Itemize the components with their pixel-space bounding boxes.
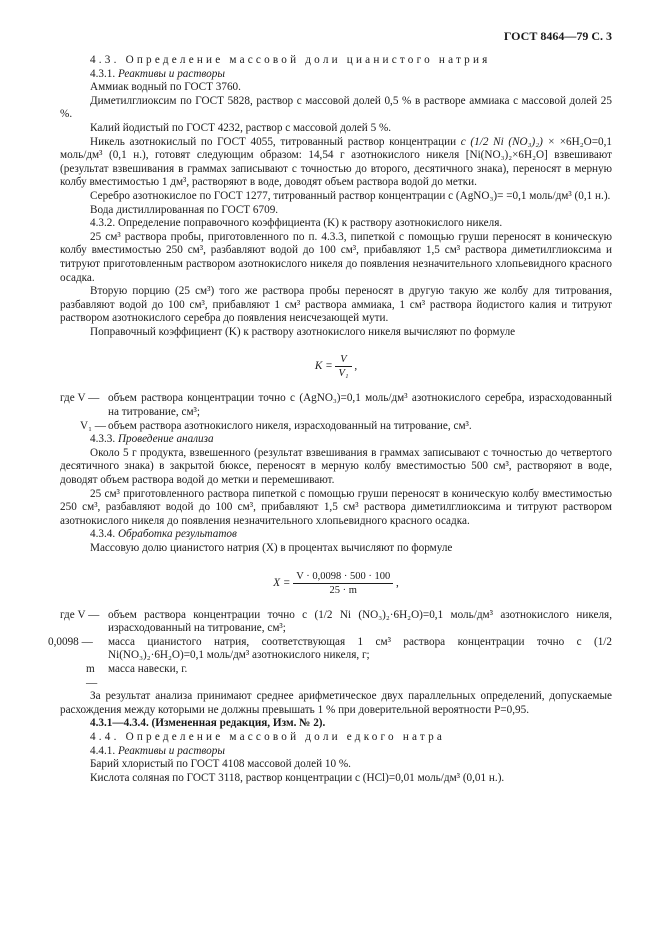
section-4-3-title: 4.3. Определение массовой доли цианистого натрия <box>90 54 491 66</box>
paragraph-4-3-3-a: Около 5 г продукта, взвешенного (результат взвешивания в граммах записывают с точностью до четвертого десятичного знака) в закрытой бюксе, переносят в мерную колбу вместимостью 500 см³, растворяют в воде, доводят объем раствора водой до метки и перемешивают. <box>60 446 612 487</box>
paragraph-4-3-2-c: Поправочный коэффициент (K) к раствору азотнокислого никеля вычисляют по формуле <box>90 325 516 338</box>
section-4-3-2: 4.3.2. Определение поправочного коэффициента (K) к раствору азотнокислого никеля. <box>90 217 503 230</box>
reagent-nickel-nitrate: Никель азотнокислый по ГОСТ 4055, титрованный раствор концентрации c (1/2 Ni (NO₃)₂) × ×6H₂O=0,1 моль/дм³ (0,1 н.), готовят следующим образом: 14,54 г азотнокислого никеля [Ni(NO₃)₂×6H₂O] взвешивают (результат взвешивания в граммах записывают с точностью до второго, десятичного знака), переносят в мерную колбу вместимостью 1 дм³, растворяют в воде, доводят объем раствора водой до метки. <box>60 135 613 189</box>
formula-x-fraction: $\frac{V \cdot 0,0098 \cdot 500 \cdot 100}{25 \cdot m}$ <box>293 570 393 597</box>
reagent-water: Вода дистиллированная по ГОСТ 6709. <box>90 203 279 216</box>
definition-v1: V₁ — объем раствора азотнокислого никеля, израсходованный на титрование, см³. <box>80 419 472 432</box>
definition-m: m — масса навески, г. <box>86 662 188 689</box>
definition-0-0098: 0,0098 — масса цианистого натрия, соответствующая 1 см³ раствора концентрации точно c (1/2 Ni(NO₃)₂·6H₂O)=0,1 моль/дм³ азотнокислого никеля, г; <box>48 635 612 662</box>
document-page <box>48 54 613 785</box>
definition-v-nickel: где V — объем раствора концентрации точно c (1/2 Ni (NO₃)₂·6H₂O)=0,1 моль/дм³ азотнокислого никеля, израсходованный на титрование, см³; <box>60 608 612 635</box>
paragraph-4-3-2-b: Вторую порцию (25 см³) того же раствора пробы переносят в другую такую же колбу для титрования, разбавляют водой до 100 см³, прибавляют 1 см³ раствора аммиака, 1 см³ раствора йодистого калия и титруют раствором азотнокислого серебра до появления неисчезающей мути. <box>60 285 612 325</box>
section-4-3-1-title: Реактивы и растворы <box>117 67 225 80</box>
reagent-barium-chloride: Барий хлористый по ГОСТ 4108 массовой долей 10 %. <box>90 758 351 771</box>
reagent-hydrochloric-acid: Кислота соляная по ГОСТ 3118, раствор концентрации c (HCl)=0,01 моль/дм³ (0,01 н.). <box>90 771 505 784</box>
page-header: ГОСТ 8464—79 С. 3 <box>503 29 612 43</box>
section-4-4-1: 4.4.1. Реактивы и растворы <box>90 744 225 757</box>
paragraph-4-3-4-a: Массовую долю цианистого натрия (X) в процентах вычисляют по формуле <box>90 542 453 554</box>
reagent-dimethylglyoxime: Диметилглиоксим по ГОСТ 5828, раствор с массовой долей 0,5 % в растворе аммиака с массовой долей 25 %. <box>60 94 612 121</box>
formula-k-fraction: $\frac{V}{\text{V₁}}$ <box>335 353 351 380</box>
reagent-silver-nitrate: Серебро азотнокислое по ГОСТ 1277, титрованный раствор концентрации c (AgNO₃)= =0,1 моль/дм³ (0,1 н.). <box>90 189 611 202</box>
formula-k-definitions <box>60 392 612 433</box>
formula-x-definitions <box>48 608 612 691</box>
paragraph-4-3-4-b: За результат анализа принимают среднее арифметическое двух параллельных определений, допускаемые расхождения между которыми не должны превышать 1 % при доверительной вероятности P=0,95. <box>60 690 612 716</box>
section-4-3-3: 4.3.3. Проведение анализа <box>90 433 214 446</box>
section-4-3-4: 4.3.4. Обработка результатов <box>90 528 237 541</box>
definition-v: где V — объем раствора концентрации точно c (AgNO₃)=0,1 моль/дм³ азотнокислого серебра, израсходованный на титрование, см³; <box>60 392 612 419</box>
section-4-3-4-title: Обработка результатов <box>117 528 237 541</box>
reagent-potassium-iodide: Калий йодистый по ГОСТ 4232, раствор с массовой долей 5 %. <box>90 121 392 134</box>
section-4-3-1: 4.3.1. Реактивы и растворы <box>90 67 225 80</box>
reagent-ammonia: Аммиак водный по ГОСТ 3760. <box>90 81 241 94</box>
section-4-4-1-title: Реактивы и растворы <box>117 744 225 757</box>
edition-note: 4.3.1—4.3.4. (Измененная редакция, Изм. № 2). <box>90 717 326 730</box>
section-4-3-3-title: Проведение анализа <box>117 433 214 446</box>
paragraph-4-3-2-a: 25 см³ раствора пробы, приготовленного по п. 4.3.3, пипеткой с помощью груши переносят в коническую колбу вместимостью 250 см³, разбавляют водой до 100 см³, прибавляют 1,5 см³ раствора диметилглиоксима и титруют приготовленным раствором азотнокислого никеля до появления незначительного хлопьевидного красного осадка. <box>60 230 612 284</box>
nickel-concentration: c (1/2 Ni (NO₃)₂) × <box>460 135 556 148</box>
paragraph-4-3-3-b: 25 см³ приготовленного раствора пипеткой с помощью груши переносят в коническую колбу вместимостью 250 см³, разбавляют водой до 100 см³, прибавляют 1,5 см³ раствора диметилглиоксима и титруют раствором азотнокислого никеля до появления незначительного хлопьевидного красного осадка. <box>60 487 612 527</box>
formula-x: X = $\frac{V \cdot 0,0098 \cdot 500 \cdot 100}{25 \cdot m}$ , <box>273 570 399 596</box>
section-4-4-title: 4.4. Определение массовой доли едкого натра <box>90 730 446 743</box>
formula-k: K = $\frac{V}{\text{V₁}}$ , <box>314 354 358 380</box>
